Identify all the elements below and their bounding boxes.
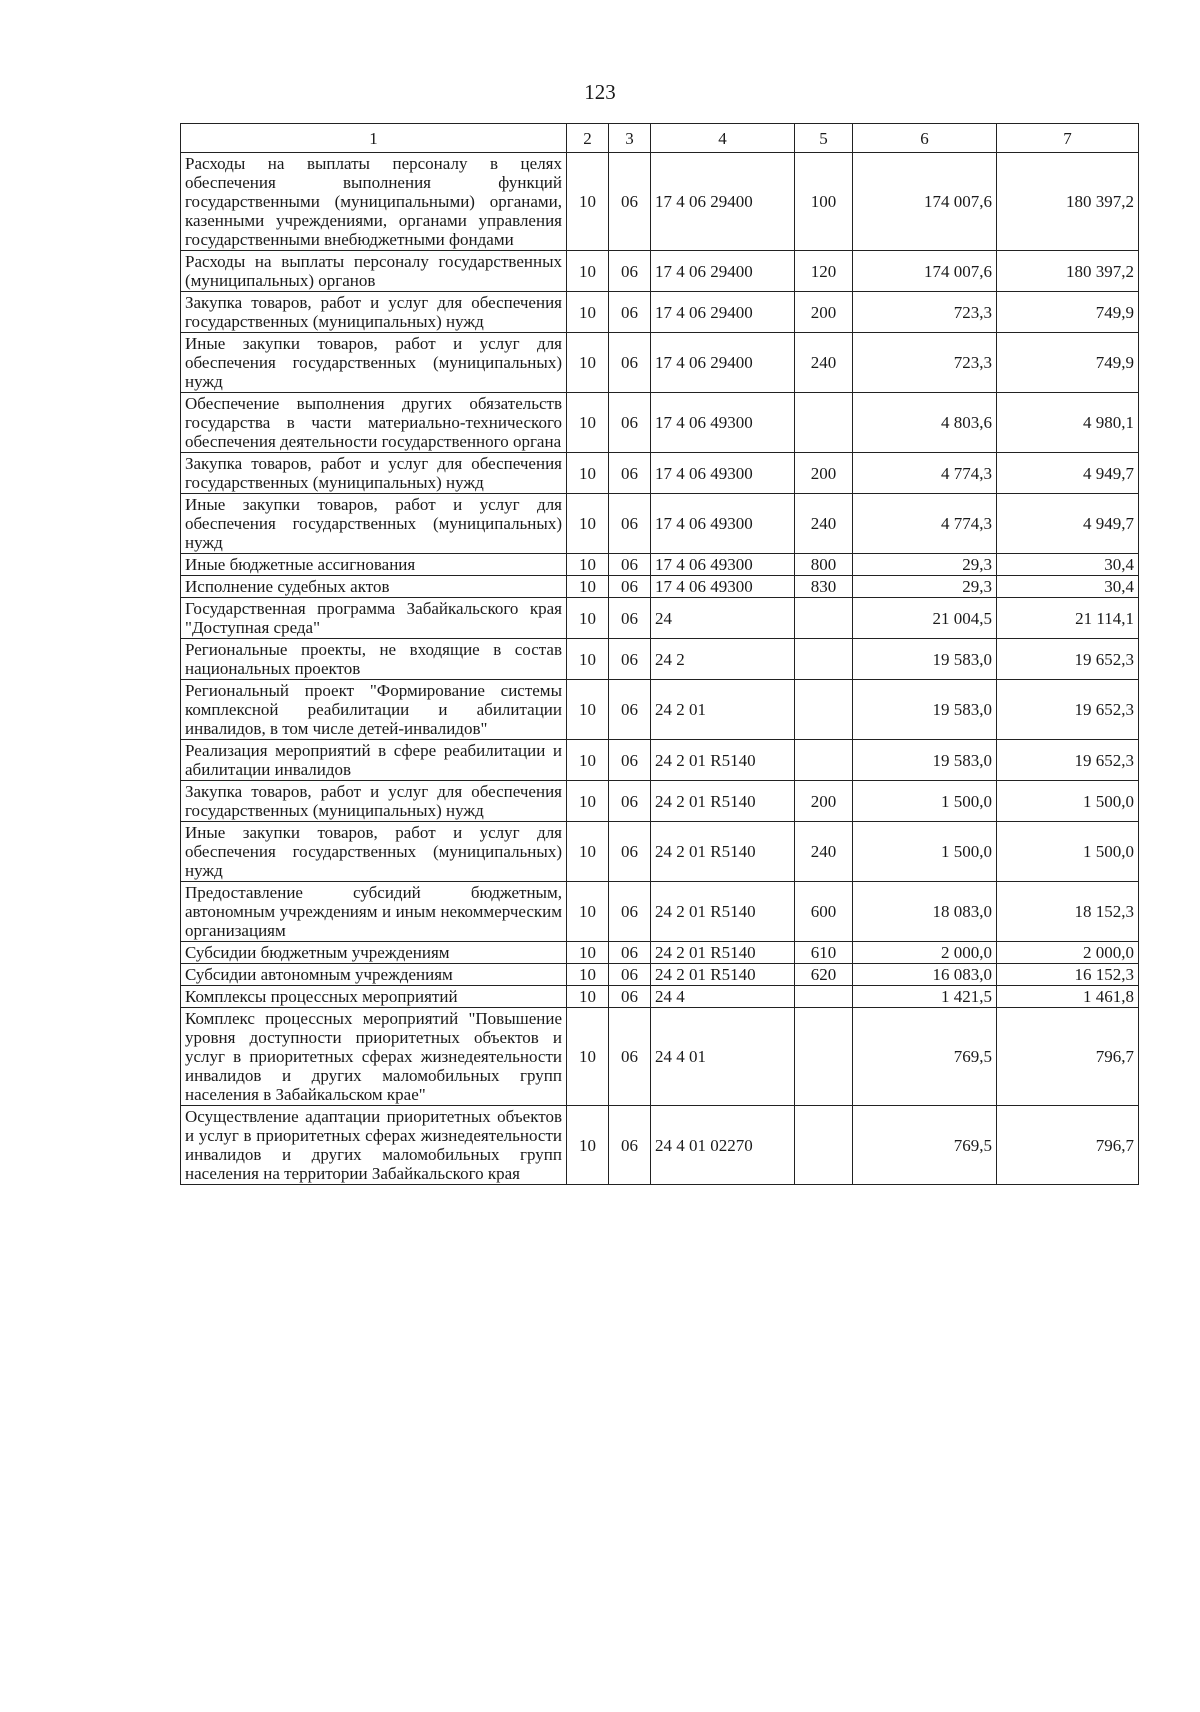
table-row [181, 740, 1139, 781]
expense-type-code [795, 740, 853, 781]
amount-year-1: 19 583,0 [853, 639, 997, 680]
section-code: 10 [567, 333, 609, 393]
amount-year-1: 19 583,0 [853, 740, 997, 781]
expense-type-code: 100 [795, 153, 853, 251]
expense-type-code: 240 [795, 494, 853, 554]
expense-type-code: 200 [795, 453, 853, 494]
target-article-code: 24 4 01 [651, 1008, 795, 1106]
table-row [181, 598, 1139, 639]
target-article-code: 24 2 01 [651, 680, 795, 740]
amount-year-1: 1 421,5 [853, 986, 997, 1008]
expense-name: Иные закупки товаров, работ и услуг для обеспечения государственных (муниципальных) нужд [181, 494, 567, 554]
expense-type-code: 200 [795, 292, 853, 333]
subsection-code: 06 [609, 153, 651, 251]
amount-year-1: 29,3 [853, 576, 997, 598]
section-code: 10 [567, 639, 609, 680]
amount-year-2: 4 949,7 [997, 453, 1139, 494]
table-body [181, 153, 1139, 1185]
amount-year-1: 2 000,0 [853, 942, 997, 964]
section-code: 10 [567, 1106, 609, 1185]
amount-year-2: 1 500,0 [997, 781, 1139, 822]
table-row [181, 639, 1139, 680]
section-code: 10 [567, 554, 609, 576]
target-article-code: 17 4 06 49300 [651, 494, 795, 554]
target-article-code: 24 4 01 02270 [651, 1106, 795, 1185]
amount-year-1: 723,3 [853, 292, 997, 333]
expense-name: Иные закупки товаров, работ и услуг для обеспечения государственных (муниципальных) нужд [181, 822, 567, 882]
subsection-code: 06 [609, 598, 651, 639]
target-article-code: 24 2 01 R5140 [651, 882, 795, 942]
subsection-code: 06 [609, 942, 651, 964]
subsection-code: 06 [609, 680, 651, 740]
section-code: 10 [567, 986, 609, 1008]
amount-year-2: 18 152,3 [997, 882, 1139, 942]
section-code: 10 [567, 882, 609, 942]
table-row [181, 680, 1139, 740]
amount-year-1: 18 083,0 [853, 882, 997, 942]
expense-name: Региональный проект "Формирование системы комплексной реабилитации и абилитации инвалидов, в том числе детей-инвалидов" [181, 680, 567, 740]
col-header-6: 6 [853, 124, 997, 153]
subsection-code: 06 [609, 576, 651, 598]
amount-year-2: 2 000,0 [997, 942, 1139, 964]
target-article-code: 17 4 06 29400 [651, 292, 795, 333]
expense-type-code [795, 680, 853, 740]
target-article-code: 17 4 06 29400 [651, 251, 795, 292]
section-code: 10 [567, 576, 609, 598]
subsection-code: 06 [609, 1008, 651, 1106]
amount-year-1: 769,5 [853, 1008, 997, 1106]
col-header-4: 4 [651, 124, 795, 153]
expense-type-code: 830 [795, 576, 853, 598]
expense-name: Осуществление адаптации приоритетных объектов и услуг в приоритетных сферах жизнедеятельности инвалидов и других маломобильных групп населения на территории Забайкальского края [181, 1106, 567, 1185]
subsection-code: 06 [609, 333, 651, 393]
subsection-code: 06 [609, 251, 651, 292]
amount-year-1: 4 774,3 [853, 494, 997, 554]
col-header-3: 3 [609, 124, 651, 153]
section-code: 10 [567, 251, 609, 292]
target-article-code: 24 2 01 R5140 [651, 781, 795, 822]
section-code: 10 [567, 964, 609, 986]
amount-year-2: 749,9 [997, 292, 1139, 333]
amount-year-2: 30,4 [997, 576, 1139, 598]
target-article-code: 17 4 06 49300 [651, 453, 795, 494]
amount-year-2: 16 152,3 [997, 964, 1139, 986]
section-code: 10 [567, 942, 609, 964]
subsection-code: 06 [609, 554, 651, 576]
table-row [181, 333, 1139, 393]
table-row [181, 986, 1139, 1008]
amount-year-1: 4 774,3 [853, 453, 997, 494]
target-article-code: 17 4 06 49300 [651, 554, 795, 576]
table-row [181, 964, 1139, 986]
amount-year-1: 21 004,5 [853, 598, 997, 639]
table-row [181, 554, 1139, 576]
table-row [181, 1106, 1139, 1185]
expense-name: Комплексы процессных мероприятий [181, 986, 567, 1008]
expense-name: Субсидии бюджетным учреждениям [181, 942, 567, 964]
subsection-code: 06 [609, 453, 651, 494]
table-row [181, 781, 1139, 822]
expense-name: Иные бюджетные ассигнования [181, 554, 567, 576]
expense-name: Предоставление субсидий бюджетным, автономным учреждениям и иным некоммерческим организациям [181, 882, 567, 942]
expense-name: Иные закупки товаров, работ и услуг для обеспечения государственных (муниципальных) нужд [181, 333, 567, 393]
section-code: 10 [567, 781, 609, 822]
expense-name: Субсидии автономным учреждениям [181, 964, 567, 986]
amount-year-2: 1 500,0 [997, 822, 1139, 882]
expense-name: Государственная программа Забайкальского края "Доступная среда" [181, 598, 567, 639]
table-row [181, 494, 1139, 554]
subsection-code: 06 [609, 639, 651, 680]
subsection-code: 06 [609, 781, 651, 822]
amount-year-2: 4 980,1 [997, 393, 1139, 453]
expense-name: Закупка товаров, работ и услуг для обеспечения государственных (муниципальных) нужд [181, 453, 567, 494]
expense-type-code: 200 [795, 781, 853, 822]
expense-name: Расходы на выплаты персоналу в целях обеспечения выполнения функций государственными (муниципальными) органами, казенными учреждениями, органами управления государственными внебюджетными фондами [181, 153, 567, 251]
section-code: 10 [567, 453, 609, 494]
table-row [181, 153, 1139, 251]
target-article-code: 17 4 06 49300 [651, 393, 795, 453]
amount-year-1: 1 500,0 [853, 781, 997, 822]
amount-year-2: 4 949,7 [997, 494, 1139, 554]
amount-year-1: 723,3 [853, 333, 997, 393]
expense-type-code: 120 [795, 251, 853, 292]
table-row [181, 1008, 1139, 1106]
table-row [181, 942, 1139, 964]
target-article-code: 24 2 01 R5140 [651, 822, 795, 882]
col-header-1: 1 [181, 124, 567, 153]
expense-name: Обеспечение выполнения других обязательств государства в части материально-технического обеспечения деятельности государственного органа [181, 393, 567, 453]
col-header-7: 7 [997, 124, 1139, 153]
subsection-code: 06 [609, 740, 651, 781]
table-row [181, 576, 1139, 598]
expense-name: Исполнение судебных актов [181, 576, 567, 598]
target-article-code: 24 2 [651, 639, 795, 680]
amount-year-2: 796,7 [997, 1008, 1139, 1106]
subsection-code: 06 [609, 822, 651, 882]
amount-year-2: 180 397,2 [997, 153, 1139, 251]
amount-year-1: 19 583,0 [853, 680, 997, 740]
amount-year-2: 19 652,3 [997, 740, 1139, 781]
expense-name: Закупка товаров, работ и услуг для обеспечения государственных (муниципальных) нужд [181, 292, 567, 333]
amount-year-2: 749,9 [997, 333, 1139, 393]
page-number: 123 [584, 80, 616, 104]
amount-year-1: 769,5 [853, 1106, 997, 1185]
col-header-5: 5 [795, 124, 853, 153]
expense-name: Расходы на выплаты персоналу государственных (муниципальных) органов [181, 251, 567, 292]
expense-name: Реализация мероприятий в сфере реабилитации и абилитации инвалидов [181, 740, 567, 781]
table-row [181, 393, 1139, 453]
target-article-code: 24 [651, 598, 795, 639]
amount-year-2: 30,4 [997, 554, 1139, 576]
section-code: 10 [567, 292, 609, 333]
amount-year-1: 4 803,6 [853, 393, 997, 453]
expense-type-code: 620 [795, 964, 853, 986]
col-header-2: 2 [567, 124, 609, 153]
subsection-code: 06 [609, 292, 651, 333]
expense-type-code [795, 393, 853, 453]
table-row [181, 822, 1139, 882]
amount-year-1: 1 500,0 [853, 822, 997, 882]
target-article-code: 24 4 [651, 986, 795, 1008]
expense-name: Закупка товаров, работ и услуг для обеспечения государственных (муниципальных) нужд [181, 781, 567, 822]
expense-type-code: 240 [795, 333, 853, 393]
subsection-code: 06 [609, 1106, 651, 1185]
expense-type-code [795, 986, 853, 1008]
subsection-code: 06 [609, 882, 651, 942]
amount-year-2: 21 114,1 [997, 598, 1139, 639]
table-row [181, 251, 1139, 292]
expense-type-code [795, 598, 853, 639]
section-code: 10 [567, 680, 609, 740]
expense-name: Комплекс процессных мероприятий "Повышение уровня доступности приоритетных объектов и услуг в приоритетных сферах жизнедеятельности инвалидов и других маломобильных групп населения в Забайкальском крае" [181, 1008, 567, 1106]
header-row [181, 124, 1139, 153]
section-code: 10 [567, 740, 609, 781]
expense-type-code: 240 [795, 822, 853, 882]
section-code: 10 [567, 598, 609, 639]
expense-type-code: 610 [795, 942, 853, 964]
subsection-code: 06 [609, 494, 651, 554]
target-article-code: 24 2 01 R5140 [651, 740, 795, 781]
expense-type-code: 800 [795, 554, 853, 576]
section-code: 10 [567, 822, 609, 882]
amount-year-2: 19 652,3 [997, 680, 1139, 740]
amount-year-2: 19 652,3 [997, 639, 1139, 680]
budget-table [180, 123, 1139, 1185]
target-article-code: 24 2 01 R5140 [651, 964, 795, 986]
expense-name: Региональные проекты, не входящие в состав национальных проектов [181, 639, 567, 680]
section-code: 10 [567, 1008, 609, 1106]
table-row [181, 292, 1139, 333]
amount-year-1: 174 007,6 [853, 251, 997, 292]
amount-year-1: 174 007,6 [853, 153, 997, 251]
subsection-code: 06 [609, 964, 651, 986]
target-article-code: 24 2 01 R5140 [651, 942, 795, 964]
subsection-code: 06 [609, 986, 651, 1008]
expense-type-code [795, 639, 853, 680]
target-article-code: 17 4 06 29400 [651, 153, 795, 251]
table-row [181, 882, 1139, 942]
amount-year-2: 180 397,2 [997, 251, 1139, 292]
target-article-code: 17 4 06 29400 [651, 333, 795, 393]
section-code: 10 [567, 153, 609, 251]
subsection-code: 06 [609, 393, 651, 453]
amount-year-1: 29,3 [853, 554, 997, 576]
amount-year-2: 1 461,8 [997, 986, 1139, 1008]
expense-type-code [795, 1008, 853, 1106]
table-row [181, 453, 1139, 494]
section-code: 10 [567, 494, 609, 554]
target-article-code: 17 4 06 49300 [651, 576, 795, 598]
amount-year-1: 16 083,0 [853, 964, 997, 986]
expense-type-code [795, 1106, 853, 1185]
amount-year-2: 796,7 [997, 1106, 1139, 1185]
section-code: 10 [567, 393, 609, 453]
expense-type-code: 600 [795, 882, 853, 942]
